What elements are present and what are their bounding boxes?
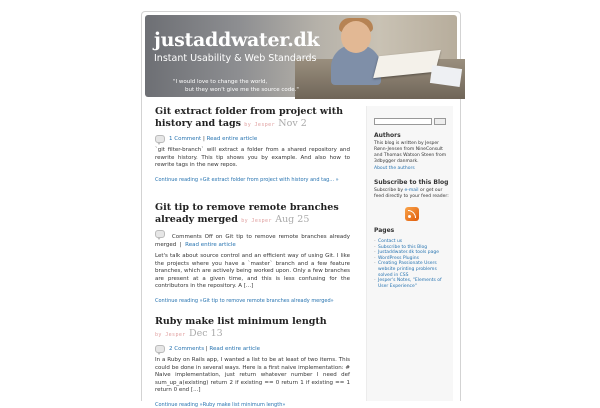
post — [155, 202, 350, 304]
blog-page — [141, 11, 461, 408]
authors-heading: Authors — [374, 132, 401, 139]
search-button[interactable] — [434, 118, 446, 125]
authors-text: This blog is written by Jesper Rønn-Jensen from NineConsult and Thomas Watson Steen from 3dbygger danmark. — [374, 141, 447, 164]
read-entire-article-link[interactable]: Read entire article — [185, 241, 236, 248]
post-author: by Jesper — [241, 217, 272, 224]
pages-item-subscribe[interactable]: - Subscribe to this Blog — [374, 245, 450, 251]
subscribe-heading: Subscribe to this Blog — [374, 179, 449, 186]
comments-status-tail: on Git tip to remove remote branches already merged — [155, 234, 351, 248]
rss-feed-icon[interactable] — [405, 207, 419, 221]
subscribe-email-link[interactable]: e-mail — [404, 188, 419, 193]
meta-separator: | — [201, 136, 207, 142]
read-entire-article-link[interactable]: Read entire article — [209, 346, 261, 352]
comments-status: Comments Off — [171, 234, 213, 240]
header-quote-line-1: "I would love to change the world, — [173, 79, 268, 85]
continue-reading-link[interactable]: Continue reading »Ruby make list minimum length» — [155, 401, 286, 408]
continue-reading-link[interactable]: Continue reading »Git extract folder from project with history and tag... » — [155, 176, 339, 183]
pages-item-wordpress-plugins[interactable]: - WordPress Plugins — [374, 256, 450, 262]
subscribe-text — [374, 188, 450, 200]
pages-list — [374, 239, 450, 289]
comment-icon — [155, 135, 165, 143]
search-input[interactable] — [374, 118, 432, 125]
comments-link[interactable]: 2 Comments — [169, 346, 205, 352]
comment-icon — [155, 230, 165, 238]
post-author: by Jesper — [244, 121, 275, 128]
post-date: Nov 2 — [278, 117, 307, 129]
post-title[interactable] — [155, 316, 350, 341]
post-title-text[interactable]: Git extract folder from project with history and tags — [155, 106, 344, 129]
post-title-text[interactable]: Ruby make list minimum length — [155, 316, 327, 327]
post-excerpt: In a Ruby on Rails app, I wanted a list to be at least of two items. This could be done in several ways. Here is a first naive implementation: # Naive implementation, just return whatever number I need def sum_up_a(existing) return 2 if existing == 0 return 1 if existing == 1 return 0 end [...] — [155, 357, 350, 393]
post-date: Aug 25 — [275, 213, 310, 225]
pages-item-contact-us[interactable]: - Contact us — [374, 239, 450, 245]
post-author: by Jesper — [155, 331, 186, 338]
post-title-text[interactable]: Git tip to remove remote branches already merged — [155, 202, 339, 225]
about-the-authors-link[interactable]: About the authors — [374, 166, 415, 171]
pages-item-jespers-notes[interactable]: - Jesper's Notes, "Elements of User Experience" — [374, 278, 450, 289]
blog-title[interactable]: justaddwater.dk — [154, 29, 320, 51]
meta-separator: | — [178, 241, 184, 248]
pages-item-tools-page[interactable]: - Justaddwater.dk tools page — [374, 250, 450, 256]
subscribe-text-before: Subscribe by — [374, 188, 404, 193]
meta-separator: | — [204, 346, 210, 352]
blog-description: Instant Usability & Web Standards — [154, 53, 317, 64]
post-meta — [155, 230, 350, 249]
pages-item-passionate-users[interactable]: - Creating Passionate Users website printing problems solved in CSS — [374, 261, 450, 278]
post-meta — [155, 135, 350, 143]
post-title[interactable] — [155, 106, 350, 131]
post — [155, 106, 350, 183]
header-quote-line-2: but they won't give me the source code." — [185, 86, 299, 93]
header-photo-boy-head — [341, 21, 371, 53]
post-title[interactable] — [155, 202, 350, 227]
post-excerpt: Let's talk about source control and an efficient way of using Git. I like the projects where you have a `master` branch and a few feature branches, which are actively being worked upon. Only a few branches are present at a given time, and this is less confusing for the contributors in the repository. A [...] — [155, 253, 350, 289]
post-meta — [155, 345, 350, 353]
blog-header-banner[interactable] — [145, 15, 457, 97]
post-excerpt: `git filter-branch` will extract a folder from a shared repository and rewrite history. This tip shows you by example. And also how to rewrite tags in the new repos. — [155, 147, 350, 168]
comment-icon — [155, 345, 165, 353]
comments-link[interactable]: 1 Comment — [169, 136, 202, 142]
sidebar — [366, 106, 453, 401]
read-entire-article-link[interactable]: Read entire article — [206, 136, 258, 142]
subscribe-text-after: or get our feed directly to your feed reader: — [374, 188, 449, 199]
post-date: Dec 13 — [189, 327, 223, 339]
header-quote — [173, 79, 313, 94]
continue-reading-link[interactable]: Continue reading »Git tip to remove remote branches already merged» — [155, 297, 334, 304]
post — [155, 316, 350, 408]
pages-heading: Pages — [374, 227, 395, 234]
